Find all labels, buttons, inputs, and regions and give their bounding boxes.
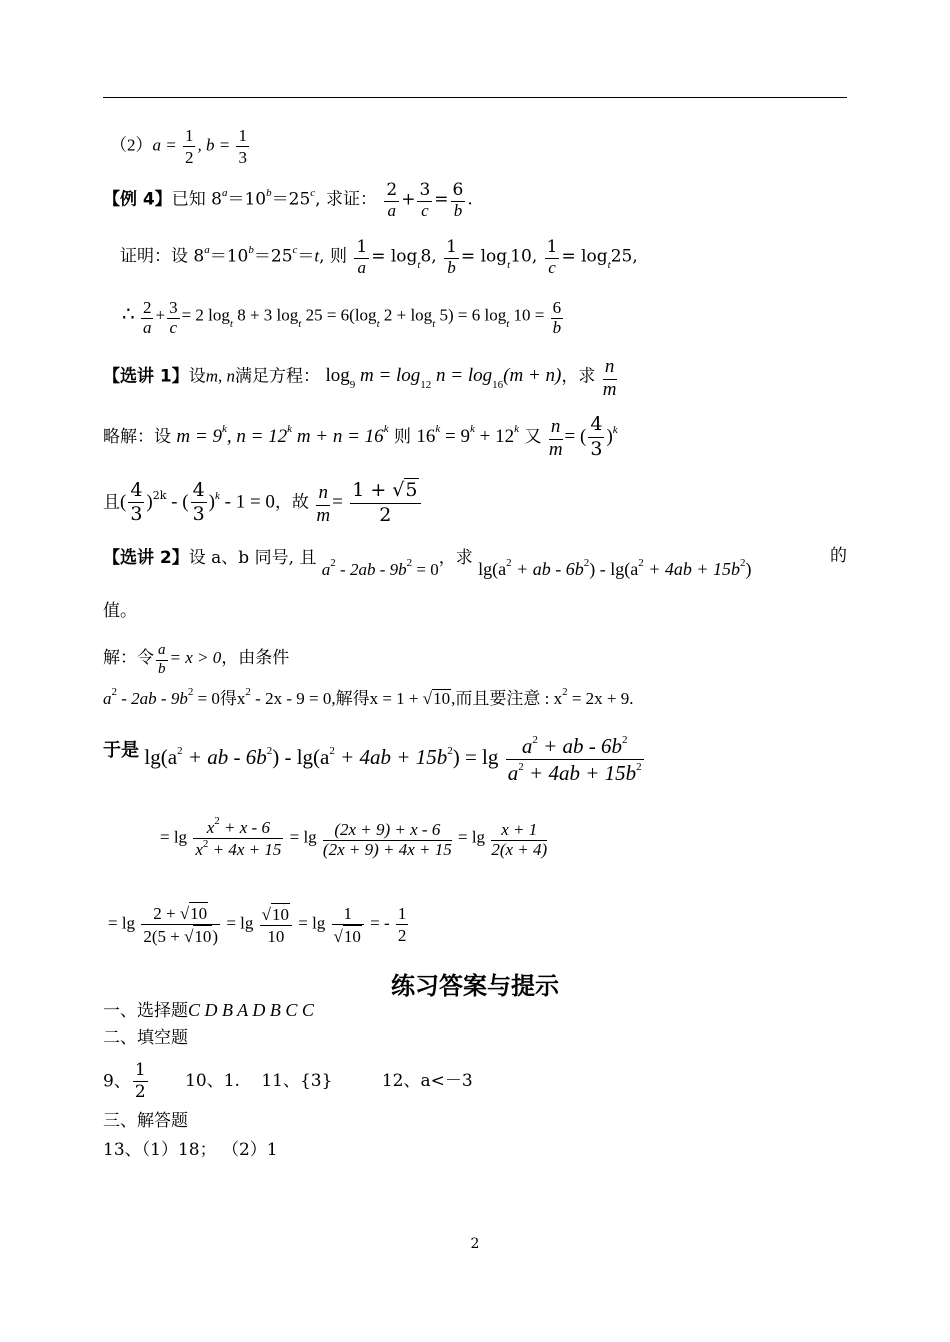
derivation-line-2: = lg $\frac{x^2 + x - 6}{x^2 + 4x + 15}$ = lg $\frac{(2x + 9) + x - 6}{(2x + 9) + 4x + 15} = \lg$ $\frac{x + 1}{2(x + 4)}$ [160,815,548,860]
therefore-line: ∴ $\frac{2}{a}$ + $\frac{3}{c} = 2$ $\log_t 8 + 3$ $\log_t 25 = 6(\log_t$ $2 + \log_t 5) = 6$ $\log_t 10$ = $\frac{6}{b}$ [122,298,562,338]
part-2-answer: （2）a = $\frac{1}{2}$ , b = $\frac{1}{3}$ [110,126,247,168]
selected-problem-2-cont: 值。 [103,601,137,621]
solution-1-line-2: 且( $\frac{4}{3}$ )$^{2k}$ - ( $\frac{4}{3}$ )$^k$ - 1 = 0，故 $\frac{n}{m}$ = $\frac{1 + √5}{2}$ [103,478,423,528]
selected-problem-2: 【选讲 2】设 a、b 同号, 且 $a^2 - 2ab - 9b^2 = 0$，求 $\lg(a^2$ + ab - $6b^2) - \lg(a^2 + 4ab + 15b^2)$ 的 [103,546,847,579]
example-4: 【例 4】已知 $8^a=10^b=25^c$, 求证： $\frac{2}{a}$ + $\frac{3}{c}$ = $\frac{6}{b}$ . [103,180,473,221]
answers-q13: 13、（1）18； （2）1 [103,1140,278,1160]
solution-2-line-1: 解：令 $\frac{a}{b} = x > 0$，由条件 [103,642,290,677]
answers-fill: 9、 $\frac{1}{2}$ 10、1. 11、{3} 12、a<－3 [103,1060,473,1103]
answers-solve-heading: 三、解答题 [103,1111,188,1131]
proof-line: 证明：设 $8^a=10^b=25^c=t$, 则 $\frac{1}{a} = \log_t8$, $\frac{1}{b} = \log_t10$, $\frac{1}{c} = \log_t25$, [120,237,638,278]
derivation-line-1: 于是 $\lg(a^2$ + ab - $6b^2) - \lg(a^2 + 4ab + 15b^2) = \lg$ $\frac{a^2 + ab - 6b^2}{a^2 + 4ab + 15b^2}$ [103,734,642,786]
answers-fill-heading: 二、填空题 [103,1028,188,1048]
solution-2-line-2: $a^2 - 2ab - 9b^2 = 0$得$x^2 - 2x - 9 = 0$,解得x = 1 + √10,而且要注意 : $x^2 = 2x + 9$. [103,686,634,708]
answers-title: 练习答案与提示 [391,972,559,1000]
header-rule [103,97,847,98]
page-number: 2 [470,1236,480,1252]
solution-1-line-1: 略解：设 $m = 9^k$, $n = 12^k$ $m + n = 16^k$ 则 $16^k = 9^k + 12^k$ 又 $\frac{n}{m}$ = ( $\frac{4}{3}$ )$^k$ [103,413,618,461]
derivation-line-3: = lg $\frac{2 + √10}{2(5 + √10)}$ = lg $\frac{√10}{10}$ = lg $\frac{1}{√10}$ = - $\frac{1}{2}$ [108,903,407,947]
answers-choice: 一、选择题C D B A D B C C [103,1000,314,1021]
selected-problem-1: 【选讲 1】设m, n满足方程： $\log_9 m = \log_{12} n = \log_{16}(m + n)$，求 $\frac{n}{m}$ [103,356,617,400]
